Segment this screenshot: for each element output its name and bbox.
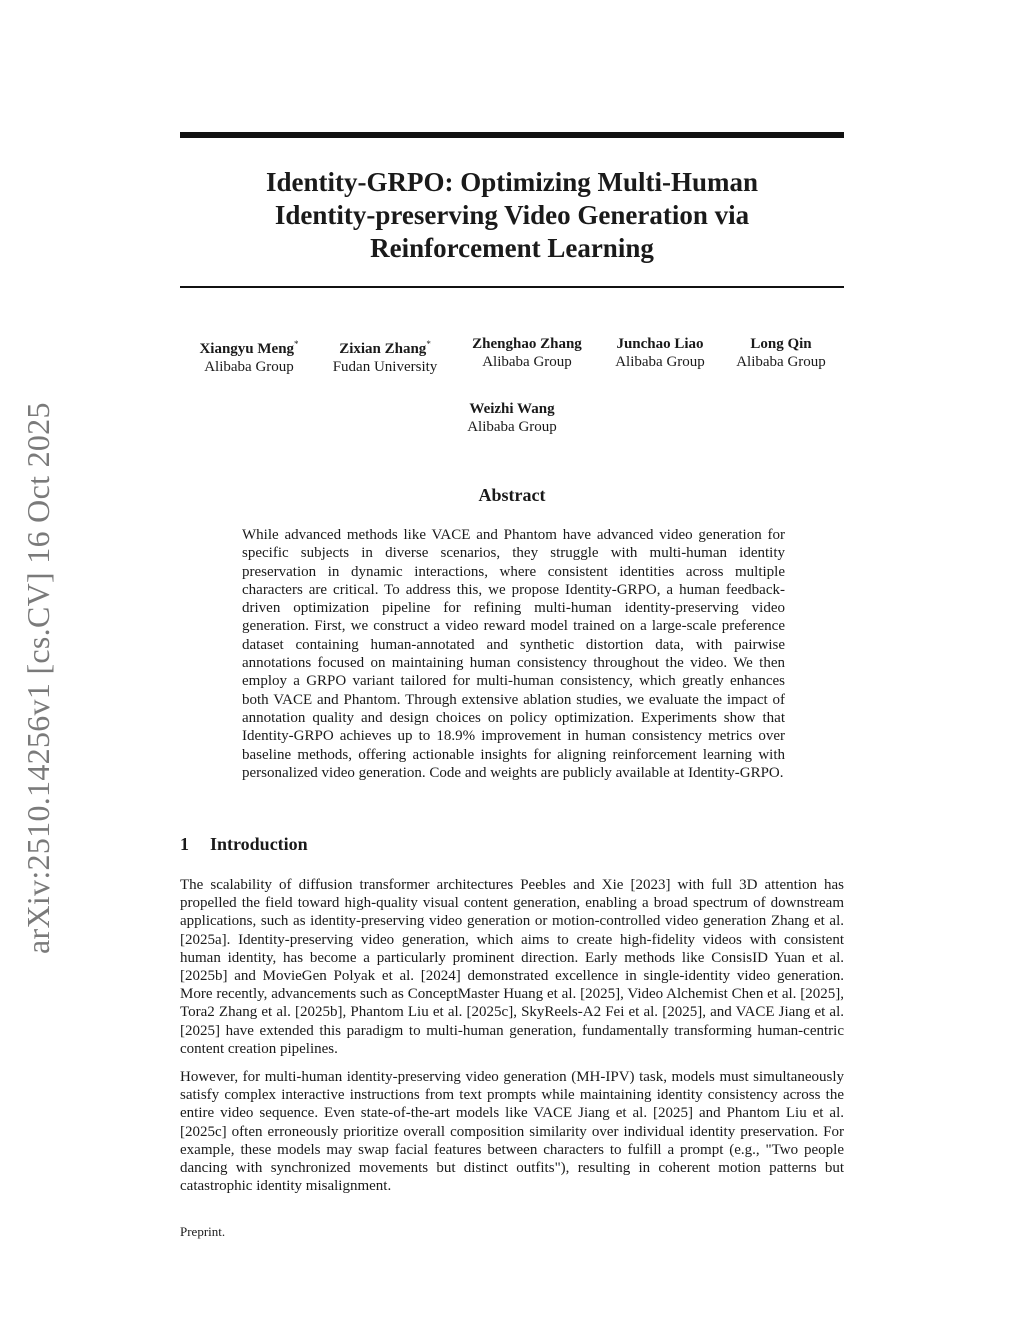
equal-contribution-mark: * — [294, 339, 299, 349]
title-line: Identity-preserving Video Generation via — [274, 200, 750, 230]
section-heading — [180, 833, 308, 855]
title-line: Identity-GRPO: Optimizing Multi-Human — [266, 167, 758, 197]
author-block — [604, 335, 716, 371]
author-affiliation: Alibaba Group — [482, 354, 572, 370]
author-block — [320, 335, 450, 376]
paper-title — [180, 166, 844, 265]
author-name: Zixian Zhang — [339, 341, 427, 357]
abstract-heading: Abstract — [478, 485, 546, 505]
body-paragraph: However, for multi-human identity-preserving video generation (MH-IPV) task, models must simultaneously satisfy complex interactive instructions from text prompts while maintaining identity consistency across the entire video sequence. Even state-of-the-art models like VACE Jiang et al. [2025] and Phantom Liu et al. [2025c] often erroneously prioritize overall composition similarity over individual identity preservation. For example, these models may swap facial features between characters to fulfill a prompt (e.g., "Two people dancing with synchronized movements but distinct outfits"), resulting in coherent motion patterns but catastrophic identity misalignment. — [180, 1069, 844, 1195]
author-affiliation: Alibaba Group — [467, 419, 557, 435]
author-affiliation: Alibaba Group — [204, 359, 294, 375]
author-name: Zhenghao Zhang — [472, 336, 582, 352]
author-block — [726, 335, 836, 371]
author-block — [460, 335, 594, 371]
author-affiliation: Fudan University — [332, 359, 438, 375]
section-number: 1 — [180, 834, 189, 854]
author-name: Junchao Liao — [616, 336, 704, 352]
author-affiliation: Alibaba Group — [615, 354, 705, 370]
title-line: Reinforcement Learning — [370, 233, 654, 263]
equal-contribution-mark: * — [426, 339, 431, 349]
title-top-rule — [180, 132, 844, 138]
author-affiliation: Alibaba Group — [736, 354, 826, 370]
author-name: Xiangyu Meng — [199, 341, 295, 357]
abstract-text: While advanced methods like VACE and Phantom have advanced video generation for specific subjects in diverse scenarios, they struggle with multi-human identity preservation in dynamic interactions, where consistent identities across multiple characters are critical. To address this, we propose Identity-GRPO, a human feedback-driven optimization pipeline for refining multi-human identity-preserving video generation. First, we construct a video reward model trained on a large-scale preference dataset containing human-annotated and synthetic distortion data, with pairwise annotations focused on maintaining human consistency throughout the video. We then employ a GRPO variant tailored for multi-human consistency, which greatly enhances both VACE and Phantom. Through extensive ablation studies, we evaluate the impact of annotation quality and design choices on policy optimization. Experiments show that Identity-GRPO achieves up to 18.9% improvement in human consistency metrics over baseline methods, offering actionable insights for aligning reinforcement learning with personalized video generation. Code and weights are publicly available at Identity-GRPO. — [242, 527, 785, 781]
title-bottom-rule — [180, 286, 844, 288]
author-block — [452, 400, 572, 436]
section-title: Introduction — [210, 834, 308, 854]
author-name: Weizhi Wang — [469, 401, 555, 417]
author-block — [186, 335, 312, 376]
author-name: Long Qin — [750, 336, 812, 352]
body-paragraph: The scalability of diffusion transformer architectures Peebles and Xie [2023] with full 3D attention has propelled the field toward high-quality visual content generation, enabling a broad spectrum of downstream applications, such as identity-preserving video generation or motion-controlled video generation Zhang et al. [2025a]. Identity-preserving video generation, which aims to create high-fidelity videos with consistent human identity, has become a particularly prominent direction. Early methods like ConsisID Yuan et al. [2025b] and MovieGen Polyak et al. [2024] demonstrated excellence in single-identity video generation. More recently, advancements such as ConceptMaster Huang et al. [2025], Video Alchemist Chen et al. [2025], Tora2 Zhang et al. [2025b], Phantom Liu et al. [2025c], SkyReels-A2 Fei et al. [2025], and VACE Jiang et al. [2025] have extended this paradigm to multi-human generation, fundamentally transforming human-centric content creation pipelines. — [180, 877, 844, 1057]
footer-note: Preprint. — [180, 1224, 226, 1239]
arxiv-identifier-stamp: arXiv:2510.14256v1 [cs.CV] 16 Oct 2025 — [20, 402, 56, 954]
